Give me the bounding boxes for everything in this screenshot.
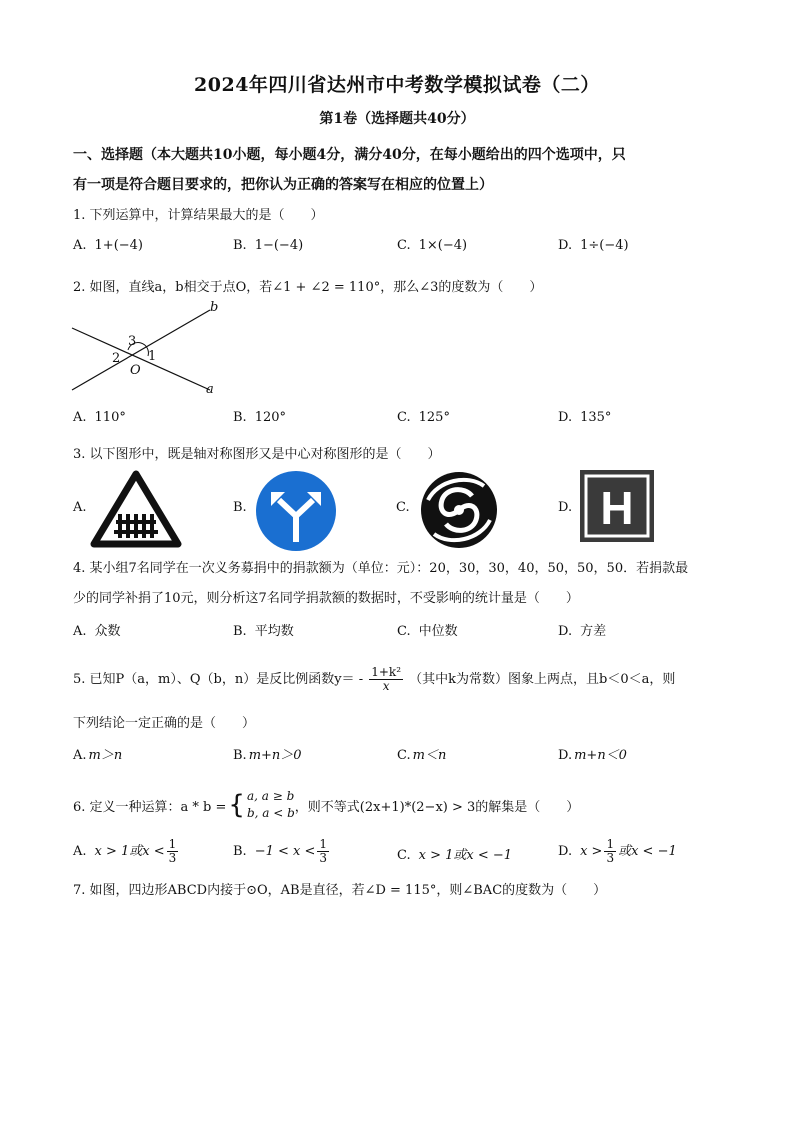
option-b[interactable]: B. −1 < x < $\frac{1}{3}$ <box>233 837 328 865</box>
sign-letter-h: H <box>600 482 634 534</box>
question-1-options <box>73 238 733 262</box>
question-5-options <box>73 744 733 768</box>
question-1-stem: 1. 下列运算中，计算结果最大的是（ ） <box>73 208 324 223</box>
label-o: O <box>130 363 141 378</box>
page-subtitle: 第1卷（选择题共40分） <box>319 111 475 127</box>
option-a[interactable]: A. x > 1或x < $\frac{1}{3}$ <box>73 837 177 865</box>
option-b[interactable]: B. 平均数 <box>233 624 294 639</box>
railway-warning-sign-icon <box>90 470 182 548</box>
fraction: $\frac{\text{1+k²}}{x}$ <box>371 665 402 693</box>
question-4-stem-line-2: 少的同学补捐了10元，则分析这7名同学捐款额的数据时，不受影响的统计量是（ ） <box>73 591 579 606</box>
option-c[interactable]: C. x > 1或x < −1 <box>397 848 513 863</box>
option-text: 1×(−4) <box>418 238 468 253</box>
option-c[interactable]: C. 中位数 <box>397 624 458 639</box>
question-7-stem: 7. 如图，四边形ABCD内接于⊙O，AB是直径，若∠D = 115°，则∠BAC的度数为（ ） <box>73 883 607 898</box>
option-b[interactable]: B. 1−(−4) <box>233 238 304 253</box>
option-text: 1−(−4) <box>254 238 304 253</box>
label-a: a <box>206 382 214 397</box>
piecewise-cases: a, a ≥ b b, a < b <box>246 789 295 820</box>
option-c[interactable]: C. 1×(−4) <box>397 238 468 253</box>
option-b[interactable]: B. m+n＞0 <box>233 748 302 763</box>
option-d-label[interactable]: D. <box>558 500 573 515</box>
option-a-label[interactable]: A. <box>73 500 87 515</box>
question-5-stem-line-2: 下列结论一定正确的是（ ） <box>73 716 256 731</box>
line-b <box>72 310 210 390</box>
question-3-stem: 3. 以下图形中，既是轴对称图形又是中心对称图形的是（ ） <box>73 447 441 462</box>
section-line-1: 一、选择题（本大题共10小题，每小题4分，满分40分，在每小题给出的四个选项中，只 <box>73 147 626 163</box>
option-a[interactable]: A. 众数 <box>73 624 121 639</box>
question-6-options <box>73 838 733 866</box>
line-a <box>72 328 210 390</box>
option-a[interactable]: A. 1+(−4) <box>73 238 144 253</box>
page-title: 2024年四川省达州市中考数学模拟试卷（二） <box>194 74 600 96</box>
label-angle-3: 3 <box>128 334 137 349</box>
option-d[interactable]: D. 135° <box>558 410 612 425</box>
question-5-stem-line-1: 5. 已知P（a，m）、Q（b，n）是反比例函数y＝ - $\frac{\text{1+k²}}{x}$ （其中k为常数）图象上两点，且b＜0＜a，则 <box>73 665 676 693</box>
option-c[interactable]: C. 125° <box>397 410 450 425</box>
option-c[interactable]: C. m＜n <box>397 748 447 763</box>
label-angle-2: 2 <box>112 351 121 366</box>
question-2-options <box>73 410 733 434</box>
label-angle-1: 1 <box>148 349 157 364</box>
section-heading <box>73 140 723 200</box>
option-a[interactable]: A. 110° <box>73 410 126 425</box>
option-a[interactable]: A. m＞n <box>73 748 123 763</box>
label-b: b <box>210 300 219 315</box>
option-c-label[interactable]: C. <box>396 500 410 515</box>
hospital-h-sign-icon <box>580 470 654 542</box>
left-brace-icon: { <box>228 790 245 820</box>
question-4-stem-line-1: 4. 某小组7名同学在一次义务募捐中的捐款额为（单位：元）：20，30，30，40，50，50，50．若捐款最 <box>73 561 689 576</box>
option-text: 1÷(−4) <box>580 238 629 253</box>
section-line-2: 有一项是符合题目要求的，把你认为正确的答案写在相应的位置上） <box>73 177 493 193</box>
option-b[interactable]: B. 120° <box>233 410 287 425</box>
question-6-stem: 6. 定义一种运算：a * b = { a, a ≥ b b, a < b ，则不等式(2x+1)*(2−x) > 3的解集是（ ） <box>73 789 580 820</box>
spiral-logo-icon <box>418 470 500 550</box>
option-d[interactable]: D. x > $\frac{1}{3}$ 或x < −1 <box>558 837 677 865</box>
question-4-options <box>73 620 733 644</box>
question-2-stem: 2. 如图，直线a，b相交于点O，若∠1 + ∠2 = 110°，那么∠3的度数为（ ） <box>73 280 543 295</box>
option-b-label[interactable]: B. <box>233 500 247 515</box>
option-d[interactable]: D. 方差 <box>558 624 607 639</box>
option-d[interactable]: D. 1÷(−4) <box>558 238 629 253</box>
option-d[interactable]: D. m+n＜0 <box>558 748 627 763</box>
option-text: 1+(−4) <box>94 238 144 253</box>
direction-sign-icon <box>255 470 337 552</box>
